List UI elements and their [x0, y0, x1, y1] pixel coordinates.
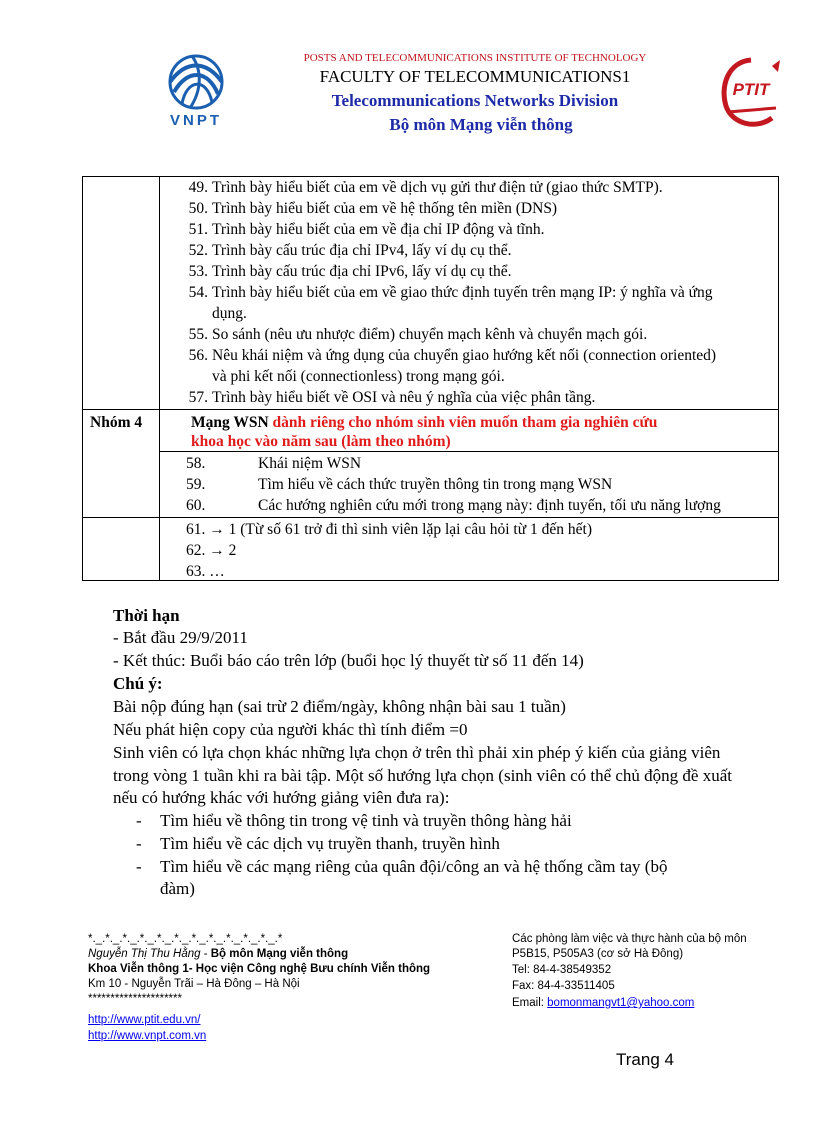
deadline-end: - Kết thúc: Buổi báo cáo trên lớp (buổi học lý thuyết từ số 11 đến 14)	[113, 651, 584, 670]
division-name: Telecommunications Networks Division	[331, 91, 619, 110]
vnpt-link[interactable]: http://www.vnpt.com.vn	[88, 1030, 207, 1042]
question-54-cont: dụng.	[212, 305, 247, 322]
question-54: 54. Trình bày hiểu biết của em về giao thức định tuyến trên mạng IP: ý nghĩa và ứng	[188, 284, 713, 301]
note-line: Bài nộp đúng hạn (sai trừ 2 điểm/ngày, không nhận bài sau 1 tuần)	[113, 697, 566, 716]
email-link[interactable]: bomonmangvt1@yahoo.com	[547, 997, 695, 1009]
question-56-cont: và phi kết nối (connectionless) trong mạng gói.	[212, 368, 505, 385]
bullet-item: - Tìm hiểu về thông tin trong vệ tinh và truyền thông hàng hải	[136, 811, 572, 830]
footer-address: Km 10 - Nguyễn Trãi – Hà Đông – Hà Nội	[88, 978, 300, 990]
note-line: nếu có hướng khác với hướng giảng viên đưa ra):	[113, 788, 450, 807]
question-60: 60. Các hướng nghiên cứu mới trong mạng này: định tuyến, tối ưu năng lượng	[186, 497, 721, 514]
rooms: P5B15, P505A3 (cơ sở Hà Đông)	[512, 948, 684, 960]
deadline-heading: Thời hạn	[113, 606, 180, 625]
bullet-item: - Tìm hiểu về các dịch vụ truyền thanh, truyền hình	[136, 834, 500, 853]
footer-stars: *._.*._.*._.*._.*._.*._.*._.*._.*._.*._.*._.*	[88, 933, 283, 945]
vnpt-logo	[156, 50, 236, 132]
note-line: trong vòng 1 tuần khi ra bài tập. Một số hướng lựa chọn (sinh viên có thể chủ động đề xuất	[113, 766, 732, 785]
question-55: 55. So sánh (nêu ưu nhược điểm) chuyển mạch kênh và chuyển mạch gói.	[188, 326, 648, 343]
faculty-name: FACULTY OF TELECOMMUNICATIONS1	[319, 67, 631, 86]
bullet-item: - Tìm hiểu về các mạng riêng của quân đội/công an và hệ thống cầm tay (bộ	[136, 857, 668, 876]
group-4-title-cont: khoa học vào năm sau (làm theo nhóm)	[191, 433, 451, 450]
fax: Fax: 84-4-33511405	[512, 980, 615, 992]
question-49: 49. Trình bày hiểu biết của em về dịch vụ gửi thư điện tử (giao thức SMTP).	[188, 179, 663, 196]
question-53: 53. Trình bày cấu trúc địa chỉ IPv6, lấy ví dụ cụ thể.	[188, 263, 512, 280]
question-59: 59. Tìm hiểu về cách thức truyền thông tin trong mạng WSN	[186, 476, 613, 493]
footer-stars-2: *********************	[88, 993, 182, 1005]
institute-name: POSTS AND TELECOMMUNICATIONS INSTITUTE OF TECHNOLOGY	[303, 52, 647, 64]
question-57: 57. Trình bày hiểu biết về OSI và nêu ý nghĩa của việc phân tầng.	[188, 389, 596, 406]
note-line: Nếu phát hiện copy của người khác thì tính điểm =0	[113, 720, 468, 739]
note-heading: Chú ý:	[113, 674, 163, 693]
page-number: Trang 4	[616, 1050, 674, 1069]
footer-author: Nguyễn Thị Thu Hằng - Bộ môn Mạng viễn thông	[88, 948, 349, 960]
ptit-logo-text: PTIT	[732, 80, 770, 99]
group-4-label: Nhóm 4	[90, 414, 143, 431]
question-50: 50. Trình bày hiểu biết của em về hệ thống tên miền (DNS)	[188, 200, 558, 217]
email-line: Email: bomonmangvt1@yahoo.com	[512, 997, 695, 1009]
question-table	[82, 176, 779, 581]
question-56: 56. Nêu khái niệm và ứng dụng của chuyển giao hướng kết nối (connection oriented)	[188, 347, 717, 364]
footer-faculty: Khoa Viễn thông 1- Học viện Công nghệ Bưu chính Viễn thông	[88, 963, 431, 975]
note-line: Sinh viên có lựa chọn khác những lựa chọn ở trên thì phải xin phép ý kiến của giảng viên	[113, 743, 721, 762]
question-51: 51. Trình bày hiểu biết của em về địa chỉ IP động và tĩnh.	[188, 221, 545, 238]
bullet-item-cont: đàm)	[160, 879, 195, 898]
department-name: Bộ môn Mạng viễn thông	[389, 115, 573, 134]
group-4-title: Mạng WSN dành riêng cho nhóm sinh viên muốn tham gia nghiên cứu	[191, 414, 658, 431]
question-58: 58. Khái niệm WSN	[186, 455, 362, 472]
question-62: 62. → 2	[186, 542, 237, 559]
ptit-link[interactable]: http://www.ptit.edu.vn/	[88, 1014, 201, 1026]
question-52: 52. Trình bày cấu trúc địa chỉ IPv4, lấy ví dụ cụ thể.	[188, 242, 512, 259]
ptit-logo	[716, 56, 786, 136]
rooms-title: Các phòng làm việc và thực hành của bộ môn	[512, 933, 747, 945]
vnpt-logo-text: VNPT	[169, 112, 222, 129]
question-61: 61. → 1 (Từ số 61 trở đi thì sinh viên lặp lại câu hỏi từ 1 đến hết)	[186, 521, 592, 538]
phone: Tel: 84-4-38549352	[512, 964, 612, 976]
deadline-start: - Bắt đầu 29/9/2011	[113, 628, 248, 647]
question-63: 63. …	[186, 563, 225, 580]
